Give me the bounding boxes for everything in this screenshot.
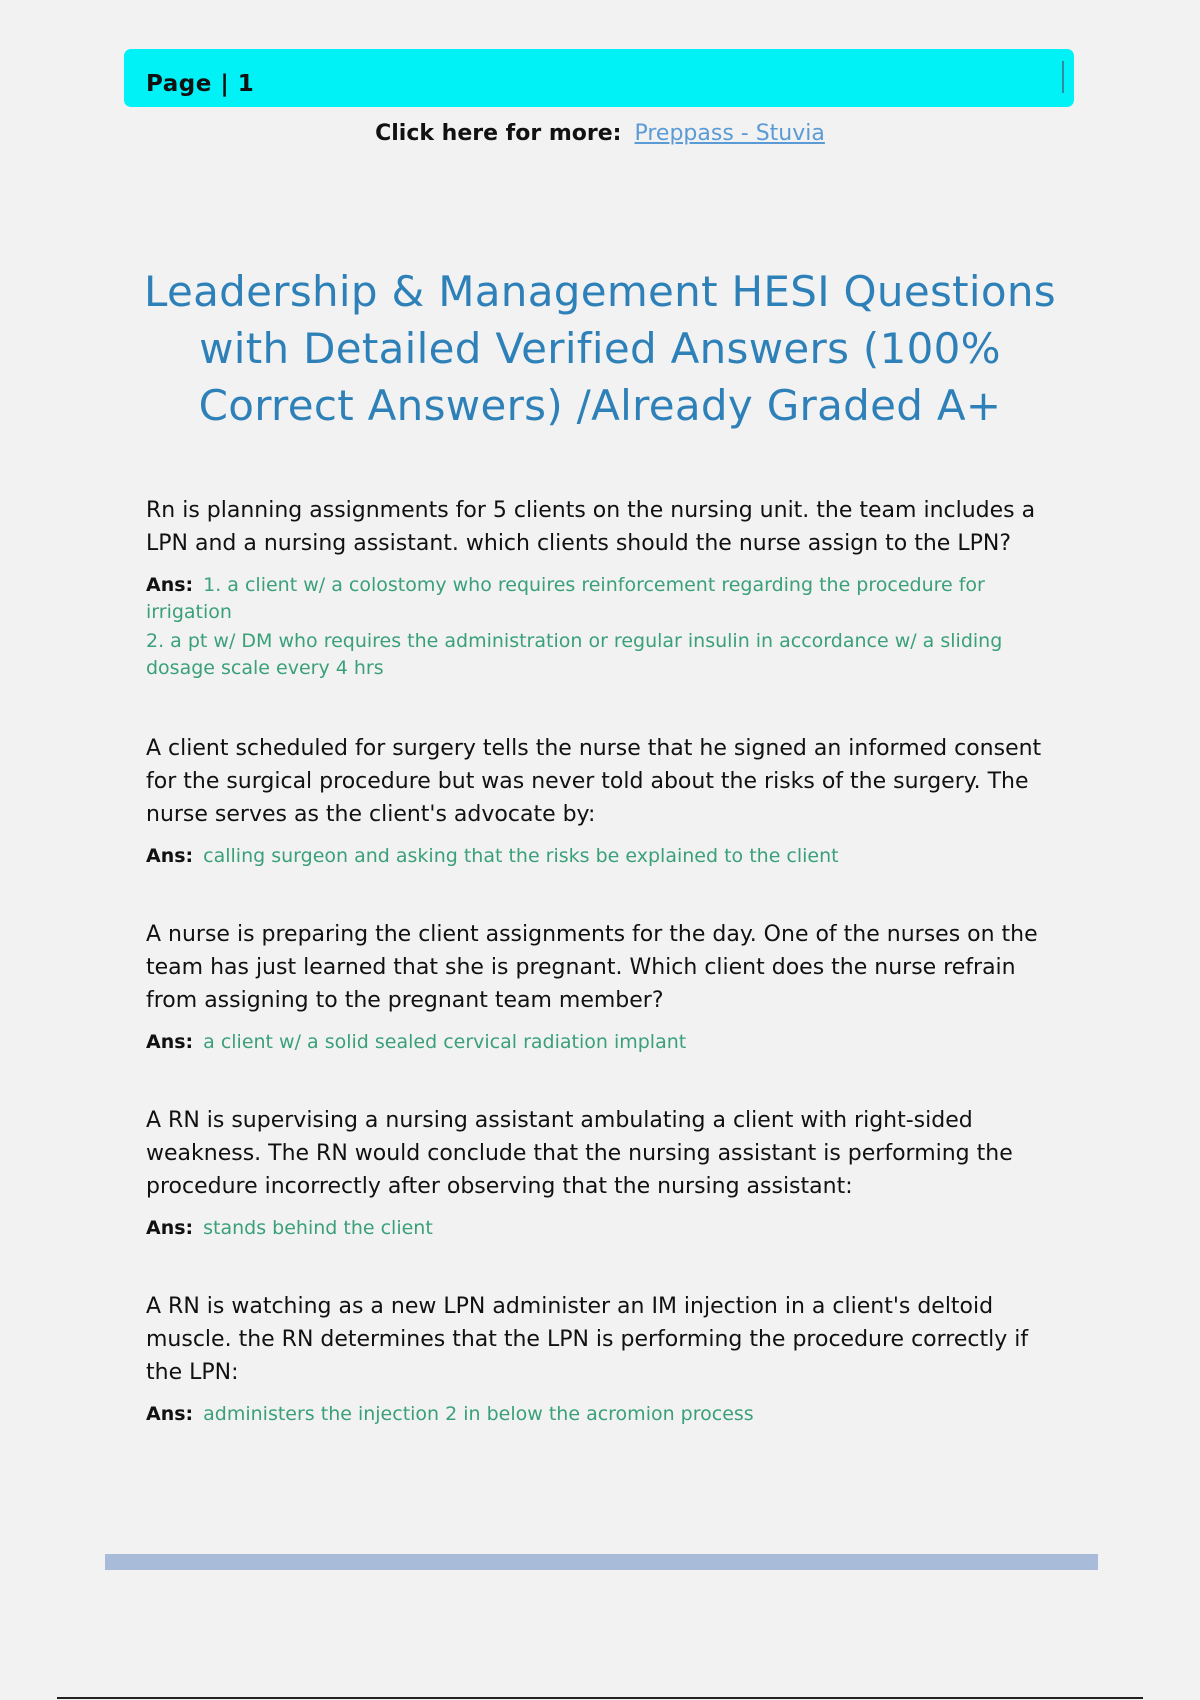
answer-text-continued: 2. a pt w/ DM who requires the administration or regular insulin in accordance w/ a sliding dosage scale every 4 hrs bbox=[146, 630, 1003, 679]
qa-item bbox=[146, 494, 1046, 682]
document-title bbox=[130, 263, 1070, 434]
qa-item bbox=[146, 918, 1046, 1056]
answer-row bbox=[146, 1215, 1046, 1242]
page-number-label: Page | 1 bbox=[146, 71, 255, 97]
preppass-stuvia-link[interactable]: Preppass - Stuvia bbox=[634, 121, 825, 146]
answer-label: Ans: bbox=[146, 845, 194, 867]
answer-label: Ans: bbox=[146, 1217, 194, 1239]
answer-row bbox=[146, 1401, 1046, 1428]
question-text: Rn is planning assignments for 5 clients on the nursing unit. the team includes a LPN and a nursing assistant. which clients should the nurse assign to the LPN? bbox=[146, 498, 1036, 556]
page-bottom-rule bbox=[57, 1697, 1143, 1699]
answer-text: 1. a client w/ a colostomy who requires reinforcement regarding the procedure for irrigation bbox=[146, 574, 985, 623]
answer-label: Ans: bbox=[146, 1403, 194, 1425]
title-line-3: Correct Answers) /Already Graded A+ bbox=[198, 381, 1002, 430]
answer-text: calling surgeon and asking that the risks be explained to the client bbox=[203, 845, 839, 867]
question-text: A client scheduled for surgery tells the nurse that he signed an informed consent for the surgical procedure but was never told about the risks of the surgery. The nurse serves as the client's advocate by: bbox=[146, 736, 1042, 827]
promo-label: Click here for more: bbox=[375, 121, 622, 146]
qa-item bbox=[146, 1290, 1046, 1428]
footer-divider-bar bbox=[105, 1554, 1098, 1570]
answer-row bbox=[146, 572, 1046, 626]
answer-text: stands behind the client bbox=[203, 1217, 433, 1239]
qa-item bbox=[146, 732, 1046, 870]
answer-label: Ans: bbox=[146, 1031, 194, 1053]
question-text: A RN is watching as a new LPN administer an IM injection in a client's deltoid muscle. the RN determines that the LPN is performing the procedure correctly if the LPN: bbox=[146, 1294, 1029, 1385]
answer-text: administers the injection 2 in below the acromion process bbox=[203, 1403, 754, 1425]
question-text: A nurse is preparing the client assignments for the day. One of the nurses on the team has just learned that she is pregnant. Which client does the nurse refrain from assigning to the pregnant team member? bbox=[146, 922, 1038, 1013]
promo-line bbox=[0, 121, 1200, 146]
page-header-bar bbox=[124, 49, 1074, 107]
title-line-1: Leadership & Management HESI Questions bbox=[144, 267, 1056, 316]
answer-row bbox=[146, 843, 1046, 870]
answer-row bbox=[146, 1029, 1046, 1056]
qa-list bbox=[146, 494, 1046, 1476]
title-line-2: with Detailed Verified Answers (100% bbox=[199, 324, 1001, 373]
answer-label: Ans: bbox=[146, 574, 194, 596]
header-edge-mark bbox=[1062, 61, 1064, 93]
qa-item bbox=[146, 1104, 1046, 1242]
answer-text: a client w/ a solid sealed cervical radiation implant bbox=[203, 1031, 687, 1053]
question-text: A RN is supervising a nursing assistant ambulating a client with right-sided weakness. The RN would conclude that the nursing assistant is performing the procedure incorrectly after observing that the nursing assistant: bbox=[146, 1108, 1013, 1199]
